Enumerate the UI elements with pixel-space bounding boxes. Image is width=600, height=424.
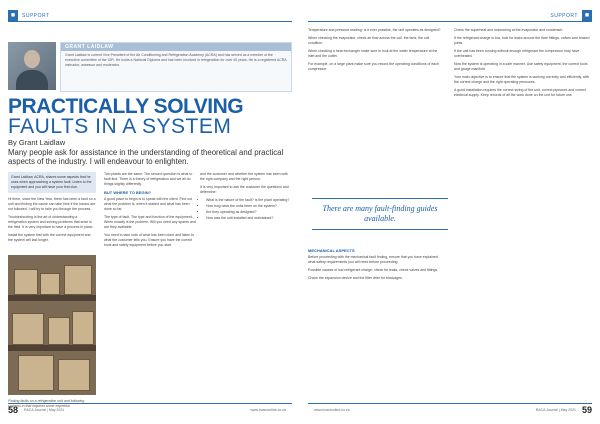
publication-info: RACA Journal | May 2021	[24, 408, 65, 412]
paragraph: Hi there, since the New Year, there has been a fault on a unit and finding the cause can take time if the basics are not followed. I will try to take you through the process.	[8, 197, 96, 211]
right-column-a	[308, 28, 444, 75]
paragraph: Install the system first with the correct equipment and the system will last longer.	[8, 233, 91, 242]
byline: By Grant Laidlaw	[8, 138, 66, 147]
website-link[interactable]: www.hvacronline.co.za	[314, 408, 350, 412]
author-box	[60, 42, 292, 92]
author-bio: Grant Laidlaw is current Vice President of the Air Conditioning and Refrigeration Academy (ACRA) and has served as a member of the executive committee of the IOR. He holds a National Diploma and has been involved in refrigeration for over 40 years. He is a registered ACRA instructor, assessor and moderator.	[65, 53, 287, 67]
paragraph: The type of fault. The type and function of the equipment. When exactly is the problem. Will you need any spares and are they available.	[104, 215, 196, 229]
column-left	[8, 172, 96, 246]
column-right	[200, 172, 292, 222]
column-middle	[104, 172, 196, 251]
publication-info: RACA Journal | May 2021	[535, 408, 576, 412]
paragraph: Troubleshooting is the art of understanding a refrigeration system and solving problems that arise in the field. It is very important to have a process in place.	[8, 215, 94, 229]
paragraph: Check the superheat and subcooling at the evaporator and condenser.	[454, 28, 564, 32]
paragraph: A good installation requires the correct sizing of the unit, correct pipework and correct electrical supply. Keep records of all the work done on the unit for future use.	[454, 88, 586, 97]
section-tab-icon: ■	[582, 10, 592, 22]
right-page	[300, 0, 600, 424]
page-number: 59	[581, 405, 592, 415]
paragraph: Before proceeding with the mechanical fault finding, ensure that you have explained what safety requirements you will need before proceeding.	[308, 255, 438, 264]
article-photo	[8, 255, 96, 395]
section-tab-icon: ■	[8, 10, 18, 22]
paragraph: When checking a heat exchanger make sure to look at the water temperature at the inlet and the outlet.	[308, 49, 438, 58]
pull-quote: There are many fault-finding guides available.	[312, 198, 448, 230]
section-heading: BUT WHERE TO BEGIN?	[104, 190, 152, 195]
article-headline: PRACTICALLY SOLVING	[8, 95, 244, 118]
paragraph: You need to take note of what has been done and listen to what the customer tells you. Ensure you have the correct tools and safety equipment before you start.	[104, 233, 195, 247]
paragraph: Two plants are the same. The second question is what to fault find. There is a theory of refrigeration and we all do things slightly differently.	[104, 172, 193, 186]
section-label: SUPPORT	[550, 13, 578, 19]
paragraph: Check the expansion device and the filter drier for blockages.	[308, 276, 403, 280]
header-rule	[308, 21, 592, 22]
paragraph: Possible causes of low refrigerant charge: check for leaks, check valves and fittings.	[308, 268, 439, 272]
author-name: GRANT LAIDLAW	[61, 43, 291, 51]
paragraph: Your main objective is to ensure that the system is working correctly and efficiently, with the correct charge and the right operating pressures.	[454, 75, 590, 84]
paragraph: A good place to begin is to speak with the client. Find out what the problem is, when it started and what has been done so far.	[104, 197, 193, 211]
author-photo	[8, 42, 56, 90]
header-rule	[8, 21, 292, 22]
paragraph: Now the system is operating in a safe manner. Use safety equipment, the correct tools and gauge manifold.	[454, 62, 588, 71]
paragraph: For example, on a large plant make sure you record the operating conditions of each compressor.	[308, 62, 439, 71]
website-link[interactable]: www.hvacronline.co.za	[250, 408, 286, 412]
list-item: • How was the unit installed and maintained?	[206, 216, 292, 221]
paragraph: When checking the evaporator, check air flow across the coil, the fans, the coil condition.	[308, 36, 430, 45]
standfirst: Many people ask for assistance in the understanding of theoretical and practical aspects of the industry. I will endeavour to enlighten.	[8, 148, 284, 166]
section-heading: MECHANICAL ASPECTS	[308, 248, 355, 253]
footer-left	[8, 403, 292, 416]
paragraph: If the unit has been running without enough refrigerant the compressor may have overheated.	[454, 49, 580, 58]
right-column-a-lower	[308, 246, 444, 284]
paragraph: Temperature and pressure reading: Is it ever possible, the unit operates as designed?	[308, 28, 441, 32]
article-subhead: FAULTS IN A SYSTEM	[8, 115, 232, 138]
list-item: • What is the nature of the fault? Is the plant operating?	[206, 198, 292, 203]
intro-box: Grant Laidlaw, ACRA, shares some aspects that he uses when approaching a system fault. Listen to the equipment and you will have your first clue.	[8, 172, 96, 193]
paragraph: If the refrigerant charge is low, look for leaks around the flare fittings, valves and brazed joints.	[454, 36, 590, 45]
paragraph: and the customer and whether the system has been with the right company and the right person.	[200, 172, 288, 181]
list-item: • How long have the units been on the system?	[206, 204, 292, 209]
right-column-b	[454, 28, 592, 101]
footer-right	[308, 403, 592, 416]
section-label: SUPPORT	[22, 13, 50, 19]
list-item: • Are they operating as designed?	[206, 210, 292, 215]
paragraph: It is very important to ask the customer the questions and determine:	[200, 185, 289, 194]
question-list	[200, 198, 292, 221]
photo-caption: Finding faults on a refrigeration unit and following systems in that requires some expertise.	[8, 399, 85, 408]
page-number: 58	[8, 405, 19, 415]
